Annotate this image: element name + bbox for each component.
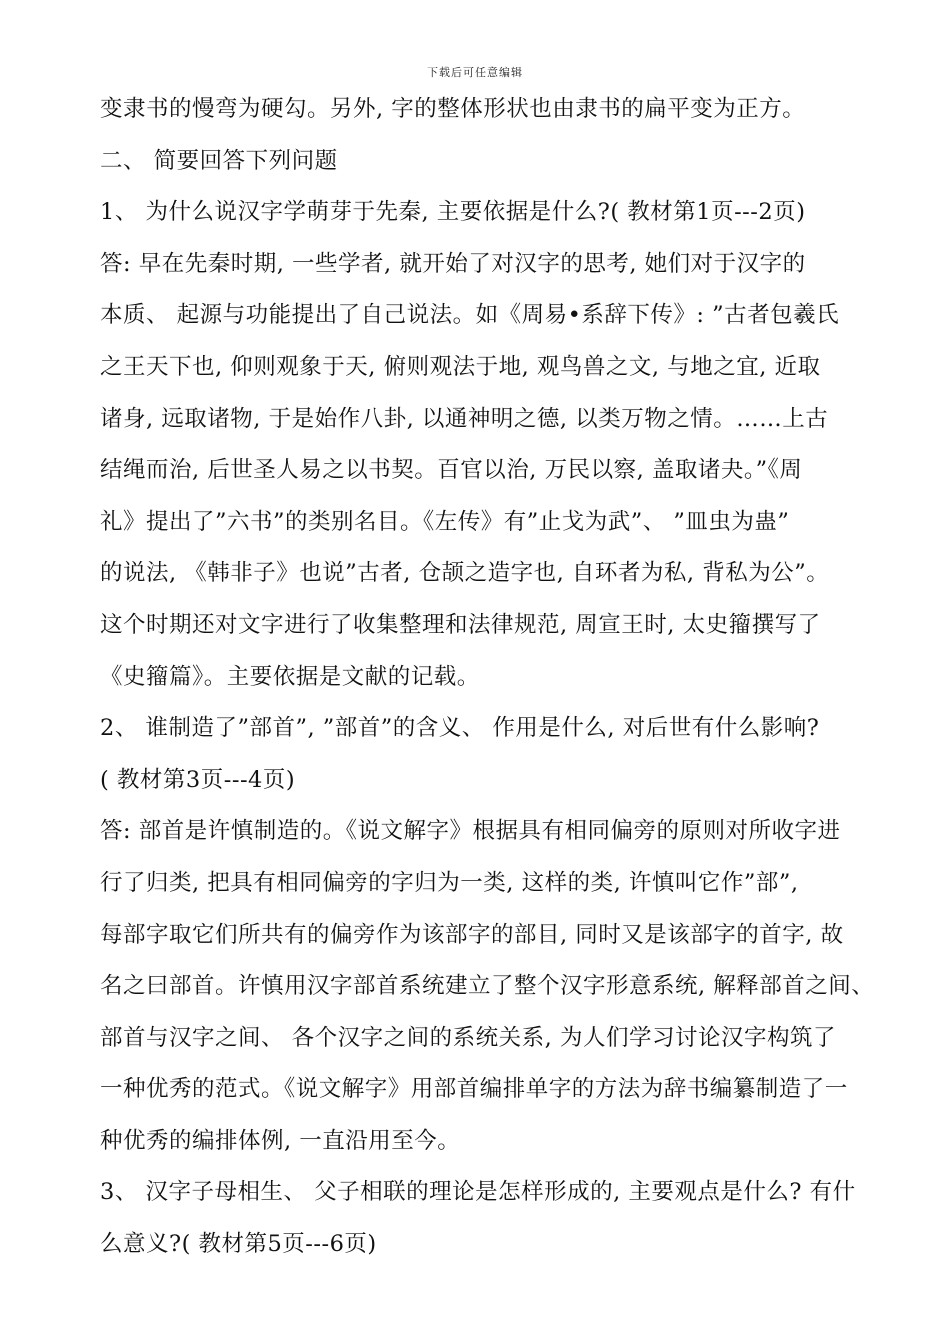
question-2: 2、 谁制造了”部首”, ”部首”的含义、 作用是什么, 对后世有什么影响?: [100, 715, 820, 742]
text-line: 结绳而治, 后世圣人易之以书契。百官以治, 万民以察, 盖取诸夬。”《周: [100, 457, 803, 484]
text-line: 答: 部首是许慎制造的。《说文解字》根据具有相同偏旁的原则对所收字进: [100, 818, 841, 845]
text-line: 变隶书的慢弯为硬勾。另外, 字的整体形状也由隶书的扁平变为正方。: [100, 96, 806, 122]
text-line: 本质、 起源与功能提出了自己说法。如《周易•系辞下传》: ”古者包羲氏: [100, 302, 840, 329]
text-line: 部首与汉字之间、 各个汉字之间的系统关系, 为人们学习讨论汉字构筑了: [100, 1024, 836, 1051]
page-header: 下载后可任意编辑: [427, 66, 523, 79]
document-body: [100, 84, 890, 1271]
text-line: 这个时期还对文字进行了收集整理和法律规范, 周宣王时, 太史籀撰写了: [100, 611, 821, 638]
question-3: 3、 汉字子母相生、 父子相联的理论是怎样形成的, 主要观点是什么? 有什: [100, 1179, 856, 1206]
section-heading: 二、 简要回答下列问题: [100, 147, 338, 174]
text-line: 每部字取它们所共有的偏旁作为该部字的部目, 同时又是该部字的首字, 故: [100, 921, 844, 948]
text-line: 一种优秀的范式。《说文解字》用部首编排单字的方法为辞书编纂制造了一: [100, 1076, 848, 1103]
text-line: 的说法, 《韩非子》也说”古者, 仓颉之造字也, 自环者为私, 背私为公”。: [100, 560, 830, 587]
text-line: 之王天下也, 仰则观象于天, 俯则观法于地, 观鸟兽之文, 与地之宜, 近取: [100, 353, 821, 380]
text-line: 答: 早在先秦时期, 一些学者, 就开始了对汉字的思考, 她们对于汉字的: [100, 250, 806, 277]
text-line: ( 教材第3页---4页): [100, 766, 296, 793]
text-line: 名之曰部首。许慎用汉字部首系统建立了整个汉字形意系统, 解释部首之间、: [100, 973, 875, 1000]
text-line: 《史籀篇》。主要依据是文献的记载。: [100, 663, 480, 690]
question-1: 1、 为什么说汉字学萌芽于先秦, 主要依据是什么?( 教材第1页---2页): [100, 199, 806, 226]
text-line: 诸身, 远取诸物, 于是始作八卦, 以通神明之德, 以类万物之情。……上古: [100, 405, 829, 432]
text-line: 礼》提出了”六书”的类别名目。《左传》有”止戈为武”、 ”皿虫为蛊”: [100, 508, 790, 535]
text-line: 行了归类, 把具有相同偏旁的字归为一类, 这样的类, 许慎叫它作”部”,: [100, 869, 799, 896]
text-line: 么意义?( 教材第5页---6页): [100, 1231, 377, 1258]
text-line: 种优秀的编排体例, 一直沿用至今。: [100, 1127, 461, 1154]
